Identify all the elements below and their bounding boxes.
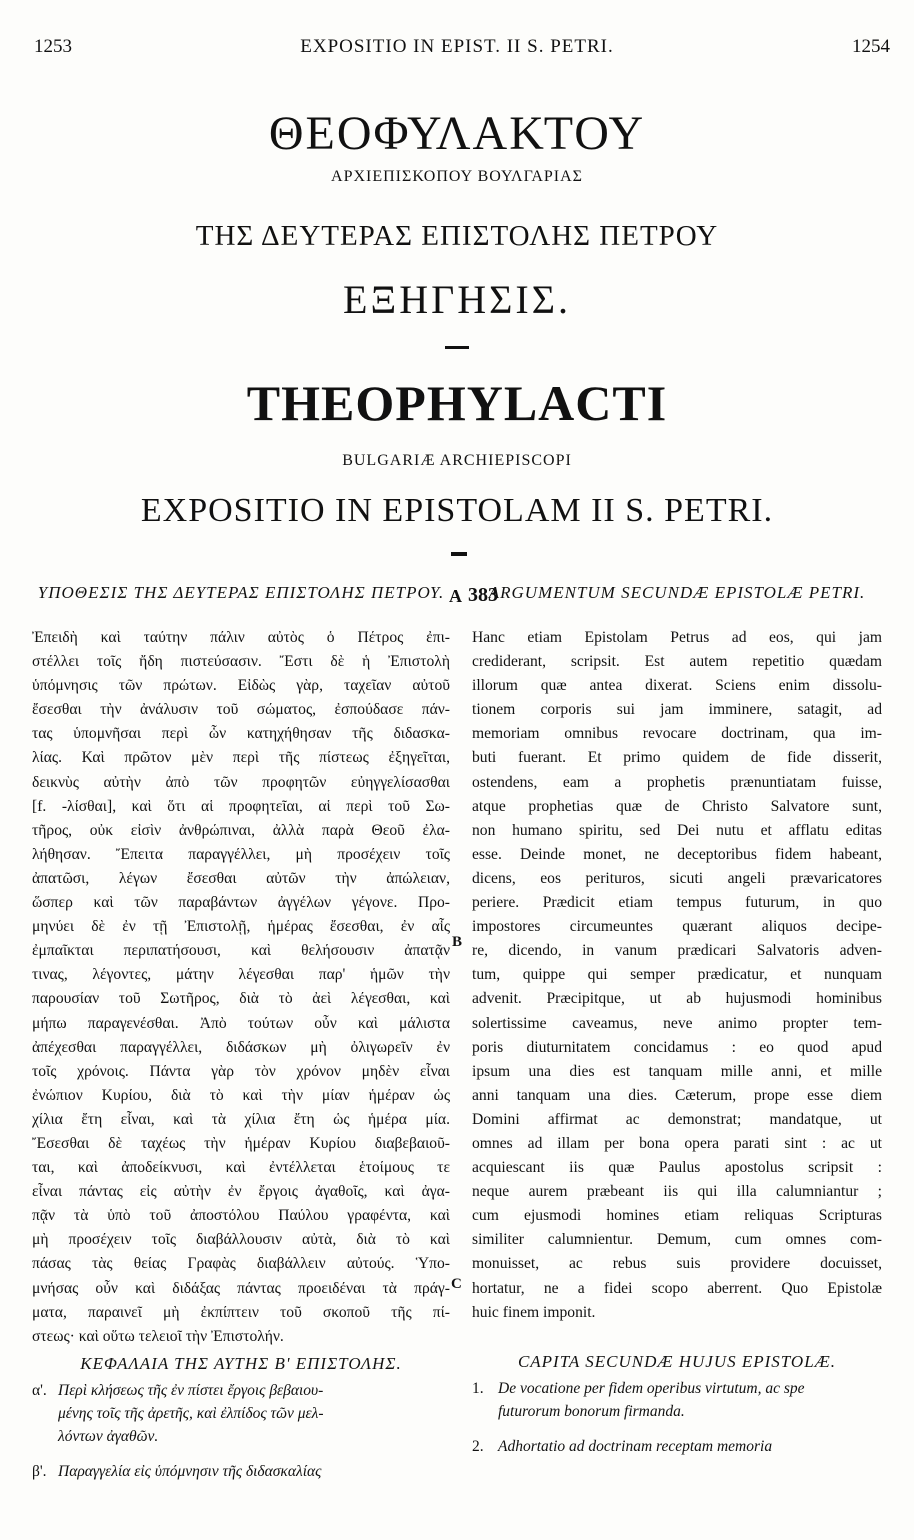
greek-office-subtitle: ΑΡΧΙΕΠΙΣΚΟΠΟΥ ΒΟΥΛΓΑΡΙΑΣ xyxy=(331,168,583,185)
capitulum-line xyxy=(32,1460,450,1483)
latin-office-subtitle: BULGARIÆ ARCHIEPISCOPI xyxy=(342,452,572,469)
margin-letter-a: A xyxy=(449,586,462,606)
capitulum-item xyxy=(472,1435,882,1458)
text-line: μνήσας οὖν καὶ διδάξας πάντας προειδέναι τὰ πράγ- xyxy=(32,1279,450,1297)
text-line: memoriam omnibus revocare doctrinam, qua im- xyxy=(472,725,882,743)
text-line: ματα, παραινεῖ μὴ ἐκπίπτειν τοῦ σκοποῦ τῆς πί- xyxy=(32,1303,450,1321)
text-line: στεως· καὶ οὕτω τελειοῖ τὴν Ἐπιστολήν. xyxy=(32,1327,284,1345)
text-line: similiter calumnientur. Demum, cum omnes com- xyxy=(472,1231,882,1249)
text-line: crediderant, scripsit. Est autem repetitio quædam xyxy=(472,653,882,671)
text-line: λήθησαν. Ἔπειτα παραγγέλλει, μὴ προσέχειν τοῖς xyxy=(32,845,450,863)
text-line: Ἔσεσθαι δὲ ταχέως τὴν ἡμέραν Κυρίου διαβεβαιοῦ- xyxy=(32,1134,450,1152)
capitulum-item xyxy=(32,1379,450,1448)
text-line: buti fuerant. Et primo quidem de fide disserit, xyxy=(472,749,882,767)
capitulum-text: Adhortatio ad doctrinam receptam memoria xyxy=(498,1437,773,1455)
text-line: ἐνώπιον Κυρίου, διὰ τὸ καὶ τὴν μίαν ἡμέραν ὡς xyxy=(32,1086,450,1104)
latin-argument-text xyxy=(472,626,882,1325)
capitulum-text: De vocatione per fidem operibus virtutum, ac spe xyxy=(498,1379,805,1397)
text-line: μήπω παραγενέσθαι. Ἀπὸ τούτων οὖν καὶ μάλιστα xyxy=(32,1014,450,1032)
greek-argument-text xyxy=(32,626,450,1349)
text-line: cum ejusmodi homines etiam reliquas Scripturas xyxy=(472,1207,882,1225)
capitulum-item xyxy=(472,1377,882,1423)
capitulum-line xyxy=(472,1435,882,1458)
text-line: στέλλει τοῖς ἤδη πιστεύσασιν. Ἔστι δὲ ἡ Ἐπιστολὴ xyxy=(32,653,450,671)
text-line: μὴ προσέχειν τοῖς διαβάλλουσιν αὐτὰ, διὰ τὸ καὶ xyxy=(32,1231,450,1249)
text-line: tionem corporis sui jam imminere, satagit, ad xyxy=(472,701,882,719)
text-line: μηνύει δὲ ἐν τῇ Ἐπιστολῇ, ἡμέρας ἔσεσθαι, ἐν αἷς xyxy=(32,918,450,936)
text-line: Ἐπειδὴ καὶ ταύτην πάλιν αὐτὸς ὁ Πέτρος ἐπι- xyxy=(32,629,450,646)
latin-work-title: EXPOSITIO IN EPISTOLAM II S. PETRI. xyxy=(140,492,774,529)
greek-author-title: ΘΕΟΦΥΛΑΚΤΟΥ xyxy=(268,107,646,160)
text-line: omnes ad illam per bona opera parati sint : ac ut xyxy=(472,1134,882,1152)
text-line: acquiescant iis quæ Paulus apostolus scripsit : xyxy=(472,1159,882,1177)
text-line: εἶναι πάντας εἰς αὐτὴν ἐν ἔργοις ἀγαθοῖς, καὶ ἀγα- xyxy=(32,1183,450,1201)
latin-author-title: THEOPHYLACTI xyxy=(246,375,668,431)
text-line: χίλια ἔτη εἶναι, καὶ τὰ χίλια ἔτη ὡς ἡμέρα μία. xyxy=(32,1110,450,1128)
page-number-right: 1254 xyxy=(852,36,890,57)
page-number-left: 1253 xyxy=(34,36,72,57)
text-line: Domini affirmat ac demonstrat; mandatque, ut xyxy=(472,1110,882,1128)
capitulum-line xyxy=(32,1425,450,1448)
margin-letter-b: B xyxy=(452,934,463,950)
text-line: τοῖς χρόνοις. Πάντα γὰρ τὸν χρόνον μηδὲν εἶναι xyxy=(32,1062,450,1080)
latin-argument-heading: ARGUMENTUM SECUNDÆ EPISTOLÆ PETRI. xyxy=(488,583,866,602)
text-line: poris diuturnitatem concidamus : eo quod apud xyxy=(472,1038,882,1056)
capitulum-line xyxy=(472,1400,882,1423)
greek-capita-list xyxy=(32,1379,450,1483)
title-divider xyxy=(445,346,469,349)
latin-capita-list xyxy=(472,1377,882,1458)
capitulum-text: futurorum bonorum firmanda. xyxy=(498,1402,685,1420)
text-line: τινας, λέγοντες, μάτην λέγεσθαι παρ' ἡμῶν τὴν xyxy=(32,966,450,984)
capitulum-line xyxy=(32,1379,450,1402)
capitulum-text: Περὶ κλήσεως τῆς ἐν πίστει ἔργοις βεβαιου- xyxy=(58,1381,324,1399)
text-line: tum, quippe qui semper prædicatur, et nunquam xyxy=(472,966,882,984)
text-line: ἀπέχεσθαι παραγγέλλει, διδάσκων μὴ ὀλιγωρεῖν ἐν xyxy=(32,1038,450,1056)
text-line: Hanc etiam Epistolam Petrus ad eos, qui jam xyxy=(472,629,882,646)
greek-argument-heading: ΥΠΟΘΕΣΙΣ ΤΗΣ ΔΕΥΤΕΡΑΣ ΕΠΙΣΤΟΛΗΣ ΠΕΤΡΟΥ. xyxy=(37,583,445,602)
text-line: ostendens, eam a prophetis prænuntiatam fuisse, xyxy=(472,773,882,791)
text-line: ἀπατῶσι, λέγων ἔσεσθαι αὐτῶν τὴν ἀπώλειαν, xyxy=(32,869,450,887)
margin-letter-c: C xyxy=(451,1276,462,1292)
text-line: huic finem imponit. xyxy=(472,1303,596,1321)
text-line: esse. Deinde monet, ne deceptoribus fidem habeant, xyxy=(472,845,882,863)
text-line: atque prophetias quæ de Christo Salvatore sunt, xyxy=(472,797,882,815)
running-title: EXPOSITIO IN EPIST. II S. PETRI. xyxy=(300,36,614,57)
section-divider xyxy=(451,552,467,556)
capitulum-number: 1. xyxy=(472,1379,484,1397)
text-line: periere. Prædicit etiam tempus futurum, in quo xyxy=(472,894,882,912)
greek-capita-heading: ΚΕΦΑΛΑΙΑ ΤΗΣ ΑΥΤΗΣ Β' ΕΠΙΣΤΟΛΗΣ. xyxy=(80,1353,402,1373)
text-line: τας ὑπομνῆσαι περὶ ὧν κατηχήθησαν τῆς διδασκα- xyxy=(32,725,450,743)
capitulum-line xyxy=(472,1377,882,1400)
capitulum-text: μένης τοῖς τῆς ἀρετῆς, καὶ ἐλπίδος τῶν μελ- xyxy=(58,1404,324,1422)
text-line: ἐμπαῖκται περιπατήσουσι, καὶ θελήσουσιν ἀπατᾷν xyxy=(32,942,450,960)
text-line: ται, καὶ ἀποδείκνυσι, καὶ ἐντέλλεται ἑτοίμους τε xyxy=(32,1159,450,1177)
capitulum-item xyxy=(32,1460,450,1483)
greek-column xyxy=(32,584,450,1495)
text-line: τῆρος, οὐκ εἰσὶν ἀνθρώπιναι, ἀλλὰ παρὰ Θεοῦ ἐλα- xyxy=(32,821,450,839)
text-line: ὥσπερ καὶ τῶν παραβάντων ἀγγέλων γέγονε. Προ- xyxy=(32,894,450,912)
text-line: re, dicendo, in vanum prædicari Salvatoris adven- xyxy=(472,942,882,960)
text-line: πᾷν τὰ ὑπὸ τοῦ ἀποστόλου Παύλου γραφέντα, καὶ xyxy=(32,1207,450,1225)
text-line: neque aurem præbeant iis qui illa calumniantur ; xyxy=(472,1183,882,1201)
text-line: anni tanquam una dies. Cæterum, prope esse diem xyxy=(472,1086,882,1104)
text-line: non humano spiritu, sed Dei nutu et afflatu editas xyxy=(472,821,882,839)
capitulum-text: Παραγγελία εἰς ὑπόμνησιν τῆς διδασκαλίας xyxy=(58,1462,322,1480)
latin-capita-heading: CAPITA SECUNDÆ HUJUS EPISTOLÆ. xyxy=(517,1351,837,1371)
capitulum-line xyxy=(32,1402,450,1425)
text-line: δεικνὺς αὐτὴν ἀπὸ τῶν προφητῶν εὐηγγελίσασθαι xyxy=(32,773,450,791)
text-line: παρουσίαν τοῦ Σωτῆρος, διὰ τὸ ἀεὶ λέγεσθαι, καὶ xyxy=(32,990,450,1008)
column-number: 383 xyxy=(468,584,498,606)
text-line: ὑπόμνησις τῶν πρώτων. Εἰδὼς γὰρ, ταχεῖαν αὐτοῦ xyxy=(32,677,450,695)
text-line: hortatur, ne a fidei scopo aberrent. Quo Epistolæ xyxy=(472,1279,882,1297)
text-line: πάσας τὰς θείας Γραφὰς διαβάλλειν αὐτούς. Ὑπο- xyxy=(32,1255,450,1273)
text-line: advenit. Præcipitque, ut ab hujusmodi hominibus xyxy=(472,990,882,1008)
latin-column xyxy=(472,584,882,1470)
text-line: impostores circumeuntes quærant aliquos decipe- xyxy=(472,918,882,936)
greek-exegesis-title: ΕΞΗΓΗΣΙΣ. xyxy=(343,277,571,322)
greek-work-title: ΤΗΣ ΔΕΥΤΕΡΑΣ ΕΠΙΣΤΟΛΗΣ ΠΕΤΡΟΥ xyxy=(195,220,719,252)
text-line: illorum quæ antea dixerat. Sciens enim dissolu- xyxy=(472,677,882,695)
text-line: [f. -λίσθαι], καὶ ὅτι αἱ προφητεῖαι, αἱ περὶ τοῦ Σω- xyxy=(32,797,450,815)
text-line: solertissime caveamus, neve animo propter tem- xyxy=(472,1014,882,1032)
text-line: ipsum una dies est tanquam mille anni, et mille xyxy=(472,1062,882,1080)
capitulum-number: 2. xyxy=(472,1437,484,1455)
capitulum-number: α'. xyxy=(32,1381,47,1399)
text-line: ἔσεσθαι τὴν ἀνάλυσιν τοῦ σώματος, ἐσπούδασε πάν- xyxy=(32,701,450,719)
capitulum-text: λόντων ἀγαθῶν. xyxy=(58,1427,159,1445)
text-line: λίας. Καὶ πρῶτον μὲν περὶ τῆς πίστεως ἐξηγεῖται, xyxy=(32,749,450,767)
text-line: dicens, eos perituros, sicuti angeli prævaricatores xyxy=(472,869,882,887)
text-line: monuisset, ac rebus suis providere docuisset, xyxy=(472,1255,882,1273)
capitulum-number: β'. xyxy=(32,1462,47,1480)
